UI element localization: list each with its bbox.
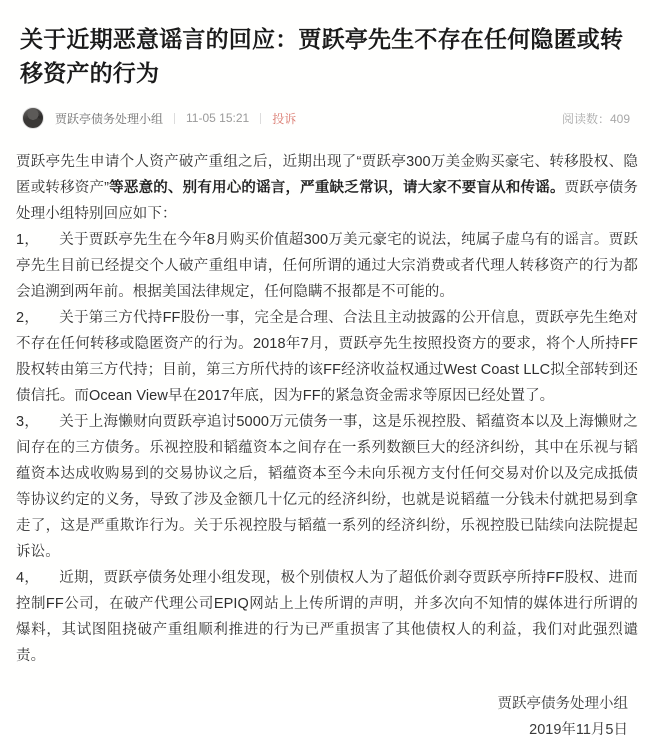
intro-text-emphasis: 等恶意的、别有用心的谣言，严重缺乏常识，请大家不要盲从和传谣。: [109, 180, 565, 196]
item-1-text: 关于贾跃亭先生在今年8月购买价值超300万美元豪宅的说法，纯属子虚乌有的谣言。贾跃亭先生目前已经提交个人破产重组申请，任何所谓的通过大宗消费或者代理人转移资产的行为都会追溯到两年前。根据美国法律规定，任何隐瞒不报都是不可能的。: [16, 232, 638, 300]
intro-text-part3: 贾跃亭债务处理小组特别回应如下：: [16, 180, 639, 222]
report-button[interactable]: 投诉: [272, 111, 297, 126]
item-3-number: 3，: [16, 414, 40, 430]
paragraph-item-1: [16, 227, 638, 305]
meta-divider: [174, 113, 175, 124]
meta-divider: [260, 113, 261, 124]
view-count: 阅读数：409: [561, 111, 630, 126]
page-title: 关于近期恶意谣言的回应：贾跃亭先生不存在任何隐匿或转移资产的行为: [20, 26, 624, 86]
author-name[interactable]: 贾跃亭债务处理小组: [55, 111, 164, 126]
item-4-text: 近期，贾跃亭债务处理小组发现，极个别债权人为了超低价剥夺贾跃亭所持FF股权、进而控制FF公司，在破产代理公司EPIQ网站上上传所谓的声明，并多次向不知情的媒体进行所谓的爆料，其试图阻挠破产重组顺利推进的行为已严重损害了其他债权人的利益，我们对此强烈谴责。: [16, 570, 639, 664]
item-2-text: 关于第三方代持FF股份一事，完全是合理、合法且主动披露的公开信息，贾跃亭先生绝对不存在任何转移或隐匿资产的行为。2018年7月，贾跃亭先生按照投资方的要求，将个人所持FF股权转由第三方代持；目前，第三方所代持的该FF经济收益权通过West Coast LLC拟全部转到还债信托。而Ocean View早在2017年底，因为FF的紧急资金需求等原因已经处置了。: [16, 310, 639, 404]
article-body: [0, 133, 650, 669]
intro-text-part1: 贾跃亭先生申请个人资产破产重组之后，近期出现了“贾跃亭300万美金购买豪宅、转移股权、隐匿或转移资产”: [16, 154, 638, 196]
paragraph-item-4: [16, 565, 638, 669]
article-meta-row: [0, 90, 650, 133]
item-1-number: 1，: [16, 232, 40, 248]
paragraph-item-2: [16, 305, 638, 409]
item-3-text: 关于上海懒财向贾跃亭追讨5000万元债务一事，这是乐视控股、韬蕴资本以及上海懒财之间存在的三方债务。乐视控股和韬蕴资本之间存在一系列数额巨大的经济纠纷，其中在乐视与韬蕴资本达成收购易到的交易协议之后，韬蕴资本至今未向乐视方支付任何交易对价以及完成抵债等协议约定的义务，导致了涉及金额几十亿元的经济纠纷，也就是说韬蕴一分钱未付就把易到拿走了，这是严重欺诈行为。关于乐视控股与韬蕴一系列的经济纠纷，乐视控股已陆续向法院提起诉讼。: [16, 414, 639, 560]
avatar[interactable]: [22, 107, 44, 129]
signature-block: [0, 669, 650, 743]
paragraph-intro: [16, 149, 638, 227]
publish-timestamp: 11-05 15:21: [186, 111, 250, 125]
paragraph-item-3: [16, 409, 638, 565]
item-2-number: 2，: [16, 310, 40, 326]
item-4-number: 4，: [16, 570, 40, 586]
signature-organization: 贾跃亭债务处理小组: [497, 696, 628, 712]
signature-date: 2019年11月5日: [529, 722, 628, 738]
